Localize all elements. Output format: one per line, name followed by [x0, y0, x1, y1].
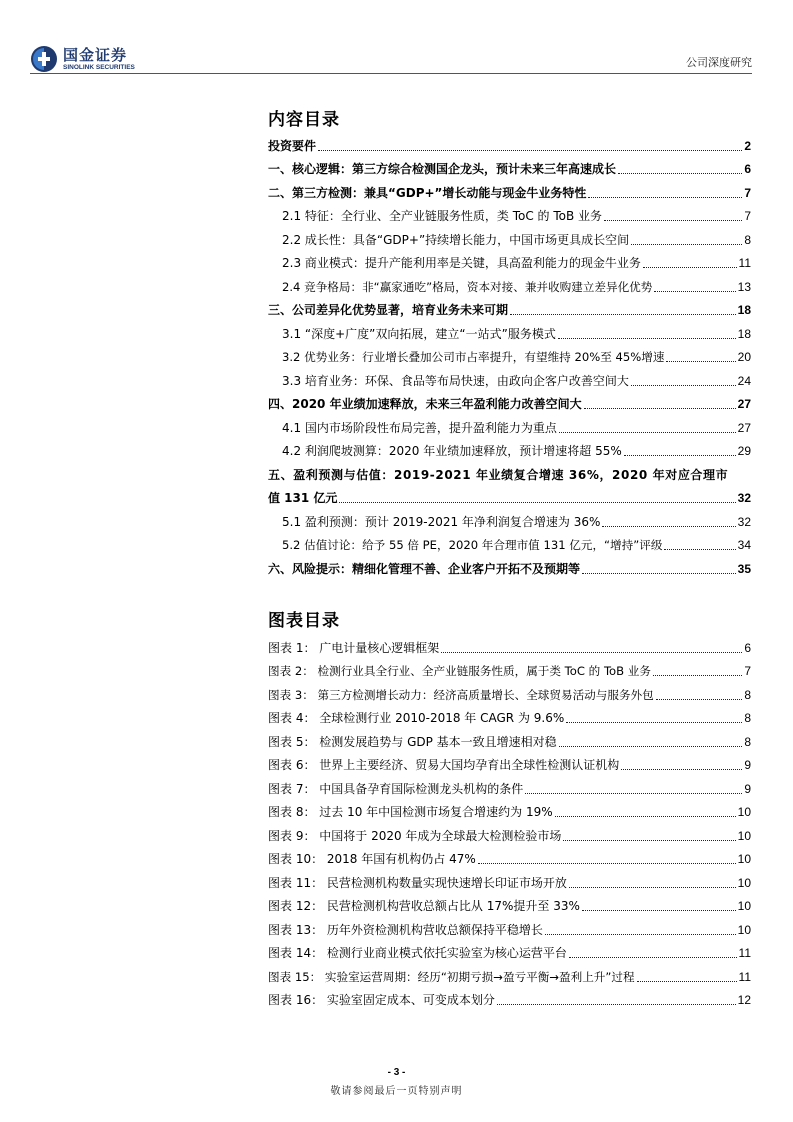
footer-disclaimer: 敬请参阅最后一页特别声明 — [330, 1086, 463, 1097]
toc-entry-label: 六、风险提示：精细化管理不善、企业客户开拓不及预期等 — [268, 561, 581, 576]
figure-entry[interactable] — [268, 940, 751, 964]
leader-dots — [559, 746, 743, 747]
contents-list — [268, 132, 751, 579]
figure-entry-page: 8 — [744, 711, 751, 725]
toc-entry[interactable] — [268, 273, 751, 297]
leader-dots — [618, 173, 742, 174]
leader-dots — [555, 816, 736, 817]
leader-dots — [569, 887, 736, 888]
toc-entry[interactable] — [268, 297, 751, 321]
logo-english-name: SINOLINK SECURITIES — [63, 63, 135, 71]
figure-entry-page: 8 — [744, 734, 751, 749]
figure-entry-page: 10 — [737, 899, 751, 913]
toc-entry-page: 24 — [737, 373, 751, 388]
toc-entry[interactable] — [268, 203, 751, 227]
toc-entry[interactable] — [268, 414, 751, 438]
toc-entry-label: 投资要件 — [268, 138, 317, 153]
toc-entry[interactable] — [268, 508, 751, 532]
leader-dots — [637, 981, 737, 982]
leader-dots — [339, 502, 735, 503]
toc-entry[interactable] — [268, 367, 751, 391]
toc-entry-page: 6 — [744, 162, 751, 176]
figure-entry[interactable] — [268, 634, 751, 658]
figure-entry-label: 图表 5： 检测发展趋势与 GDP 基本一致且增速相对稳 — [268, 734, 557, 749]
toc-entry-page: 7 — [744, 209, 751, 223]
toc-entry-label: 3.2 优势业务：行业增长叠加公司市占率提升，有望维持 20%至 45%增速 — [282, 350, 665, 364]
toc-entry-label: 2.1 特征：全行业、全产业链服务性质，类 ToC 的 ToB 业务 — [282, 209, 603, 223]
toc-entry-page: 2 — [744, 138, 751, 153]
toc-entry-label: 值 131 亿元 — [268, 491, 338, 505]
leader-dots — [653, 675, 742, 676]
figure-entry-label: 图表 8： 过去 10 年中国检测市场复合增速约为 19% — [268, 805, 553, 819]
figure-entry-label: 图表 1： 广电计量核心逻辑框架 — [268, 640, 440, 655]
leader-dots — [643, 267, 737, 268]
figure-entry[interactable] — [268, 752, 751, 776]
toc-entry-page: 7 — [744, 185, 751, 200]
leader-dots — [631, 244, 742, 245]
leader-dots — [582, 910, 736, 911]
page-header — [0, 0, 793, 80]
leader-dots — [602, 526, 735, 527]
toc-entry-label: 3.3 培育业务：环保、食品等布局快速，由政向企客户改善空间大 — [282, 373, 629, 388]
figure-entry-page: 12 — [737, 993, 751, 1007]
toc-entry[interactable] — [268, 555, 751, 579]
toc-entry-page: 8 — [744, 232, 751, 247]
toc-entry-label: 5.1 盈利预测：预计 2019-2021 年净利润复合增速为 36% — [282, 514, 601, 529]
toc-entry-page: 34 — [737, 538, 751, 552]
figure-entry-label: 图表 13： 历年外资检测机构营收总额保持平稳增长 — [268, 922, 543, 937]
figure-entry-label: 图表 12： 民营检测机构营收总额占比从 17%提升至 33% — [268, 899, 580, 913]
figure-entry-page: 10 — [737, 805, 751, 819]
figure-entry[interactable] — [268, 916, 751, 940]
toc-entry-label: 二、第三方检测：兼具“GDP+”增长动能与现金牛业务特性 — [268, 185, 587, 200]
figure-entry[interactable] — [268, 846, 751, 870]
figure-entry-label: 图表 14： 检测行业商业模式依托实验室为核心运营平台 — [268, 946, 567, 960]
toc-entry-label: 2.2 成长性：具备“GDP+”持续增长能力，中国市场更具成长空间 — [282, 232, 630, 247]
figure-entry[interactable] — [268, 681, 751, 705]
leader-dots — [545, 934, 736, 935]
contents-title: 内容目录 — [268, 110, 340, 130]
toc-entry-page: 27 — [737, 420, 751, 435]
toc-entry-page: 29 — [737, 444, 751, 458]
toc-entry-label: 2.3 商业模式：提升产能利用率是关键，具高盈利能力的现金牛业务 — [282, 256, 641, 270]
toc-entry-label: 4.1 国内市场阶段性布局完善，提升盈利能力为重点 — [282, 420, 557, 435]
toc-entry[interactable] — [268, 132, 751, 156]
leader-dots — [624, 455, 736, 456]
toc-entry-page: 13 — [737, 279, 751, 294]
figure-entry-page: 9 — [744, 781, 751, 796]
figure-entry-label: 图表 7： 中国具备孕育国际检测龙头机构的条件 — [268, 781, 524, 796]
toc-entry-page: 18 — [737, 326, 751, 341]
figure-entry-label: 图表 4： 全球检测行业 2010-2018 年 CAGR 为 9.6% — [268, 711, 565, 725]
figure-entry-page: 11 — [738, 969, 751, 984]
toc-entry-label: 3.1 “深度+广度”双向拓展，建立“一站式”服务模式 — [282, 326, 556, 341]
toc-entry-label: 5.2 估值讨论：给予 55 倍 PE，2020 年合理市值 131 亿元，“增持”评级 — [282, 538, 663, 552]
leader-dots — [656, 699, 743, 700]
leader-dots — [621, 769, 742, 770]
toc-entry-page: 18 — [737, 303, 751, 317]
leader-dots — [497, 1004, 736, 1005]
toc-entry-label: 一、核心逻辑：第三方综合检测国企龙头，预计未来三年高速成长 — [268, 162, 617, 176]
figure-entry-page: 9 — [744, 758, 751, 772]
leader-dots — [584, 408, 736, 409]
figure-entry-label: 图表 2： 检测行业具全行业、全产业链服务性质，属于类 ToC 的 ToB 业务 — [268, 664, 651, 678]
toc-entry-page: 20 — [737, 350, 751, 364]
figure-entry-page: 8 — [744, 687, 751, 702]
figure-entry[interactable] — [268, 775, 751, 799]
toc-entry-label: 4.2 利润爬坡测算：2020 年业绩加速释放，预计增速将超 55% — [282, 444, 622, 458]
figure-entry-page: 6 — [744, 640, 751, 655]
leader-dots — [666, 361, 735, 362]
header-divider — [30, 73, 752, 74]
figure-entry[interactable] — [268, 869, 751, 893]
leader-dots — [559, 432, 736, 433]
leader-dots — [525, 793, 742, 794]
report-type: 公司深度研究 — [686, 56, 752, 69]
figure-entry-label: 图表 15： 实验室运营周期：经历“初期亏损→盈亏平衡→盈利上升”过程 — [268, 969, 635, 984]
toc-entry[interactable] — [268, 532, 751, 556]
company-logo[interactable] — [30, 45, 135, 73]
toc-entry-page: 35 — [737, 561, 751, 576]
figure-entry[interactable] — [268, 799, 751, 823]
figure-entry-page: 11 — [738, 946, 751, 960]
toc-entry-label: 五、盈利预测与估值：2019-2021 年业绩复合增速 36%，2020 年对应合理市 — [268, 467, 729, 482]
figure-entry[interactable] — [268, 987, 751, 1011]
leader-dots — [558, 338, 736, 339]
figure-entry-label: 图表 9： 中国将于 2020 年成为全球最大检测检验市场 — [268, 828, 562, 843]
toc-entry-page: 11 — [738, 256, 751, 270]
figure-entry[interactable] — [268, 728, 751, 752]
page-number: - 3 - — [387, 1067, 406, 1078]
figure-entry-label: 图表 3： 第三方检测增长动力：经济高质量增长、全球贸易活动与服务外包 — [268, 687, 654, 702]
logo-chinese-name: 国金证券 — [63, 45, 128, 64]
toc-entry[interactable] — [268, 344, 751, 368]
figure-entry-page: 10 — [737, 852, 751, 866]
toc-entry[interactable] — [268, 461, 751, 485]
toc-entry[interactable] — [268, 485, 751, 509]
figure-entry[interactable] — [268, 963, 751, 987]
toc-entry[interactable] — [268, 226, 751, 250]
toc-entry[interactable] — [268, 320, 751, 344]
toc-entry-label: 2.4 竞争格局：非“赢家通吃”格局，资本对接、兼并收购建立差异化优势 — [282, 279, 653, 294]
leader-dots — [654, 291, 735, 292]
figure-entry-page: 10 — [737, 828, 751, 843]
leader-dots — [510, 314, 736, 315]
figure-entry-label: 图表 6： 世界上主要经济、贸易大国均孕育出全球性检测认证机构 — [268, 758, 620, 772]
figures-title: 图表目录 — [268, 611, 340, 631]
figure-entry-label: 图表 10： 2018 年国有机构仍占 47% — [268, 852, 476, 866]
leader-dots — [318, 150, 742, 151]
toc-entry-label: 三、公司差异化优势显著，培育业务未来可期 — [268, 303, 509, 317]
toc-entry[interactable] — [268, 179, 751, 203]
leader-dots — [588, 197, 742, 198]
figure-entry[interactable] — [268, 705, 751, 729]
leader-dots — [664, 549, 735, 550]
leader-dots — [604, 220, 742, 221]
figure-entry-label: 图表 11： 民营检测机构数量实现快速增长印证市场开放 — [268, 875, 567, 890]
leader-dots — [441, 652, 742, 653]
toc-entry[interactable] — [268, 391, 751, 415]
figure-entry-label: 图表 16： 实验室固定成本、可变成本划分 — [268, 993, 495, 1007]
leader-dots — [478, 863, 736, 864]
toc-entry-label: 四、2020 年业绩加速释放，未来三年盈利能力改善空间大 — [268, 397, 582, 411]
toc-entry[interactable] — [268, 250, 751, 274]
leader-dots — [631, 385, 736, 386]
figure-entry-page: 7 — [744, 664, 751, 678]
sinolink-logo-icon — [30, 45, 58, 73]
toc-entry[interactable] — [268, 438, 751, 462]
figure-entry[interactable] — [268, 658, 751, 682]
figure-entry-page: 10 — [737, 922, 751, 937]
leader-dots — [563, 840, 735, 841]
toc-entry[interactable] — [268, 156, 751, 180]
toc-entry-page: 32 — [737, 491, 751, 505]
figure-entry[interactable] — [268, 822, 751, 846]
toc-entry-page: 27 — [737, 397, 751, 411]
figures-list — [268, 634, 751, 1010]
leader-dots — [582, 573, 736, 574]
toc-entry-page: 32 — [737, 514, 751, 529]
leader-dots — [566, 722, 742, 723]
figure-entry-page: 10 — [737, 875, 751, 890]
leader-dots — [569, 957, 737, 958]
figure-entry[interactable] — [268, 893, 751, 917]
